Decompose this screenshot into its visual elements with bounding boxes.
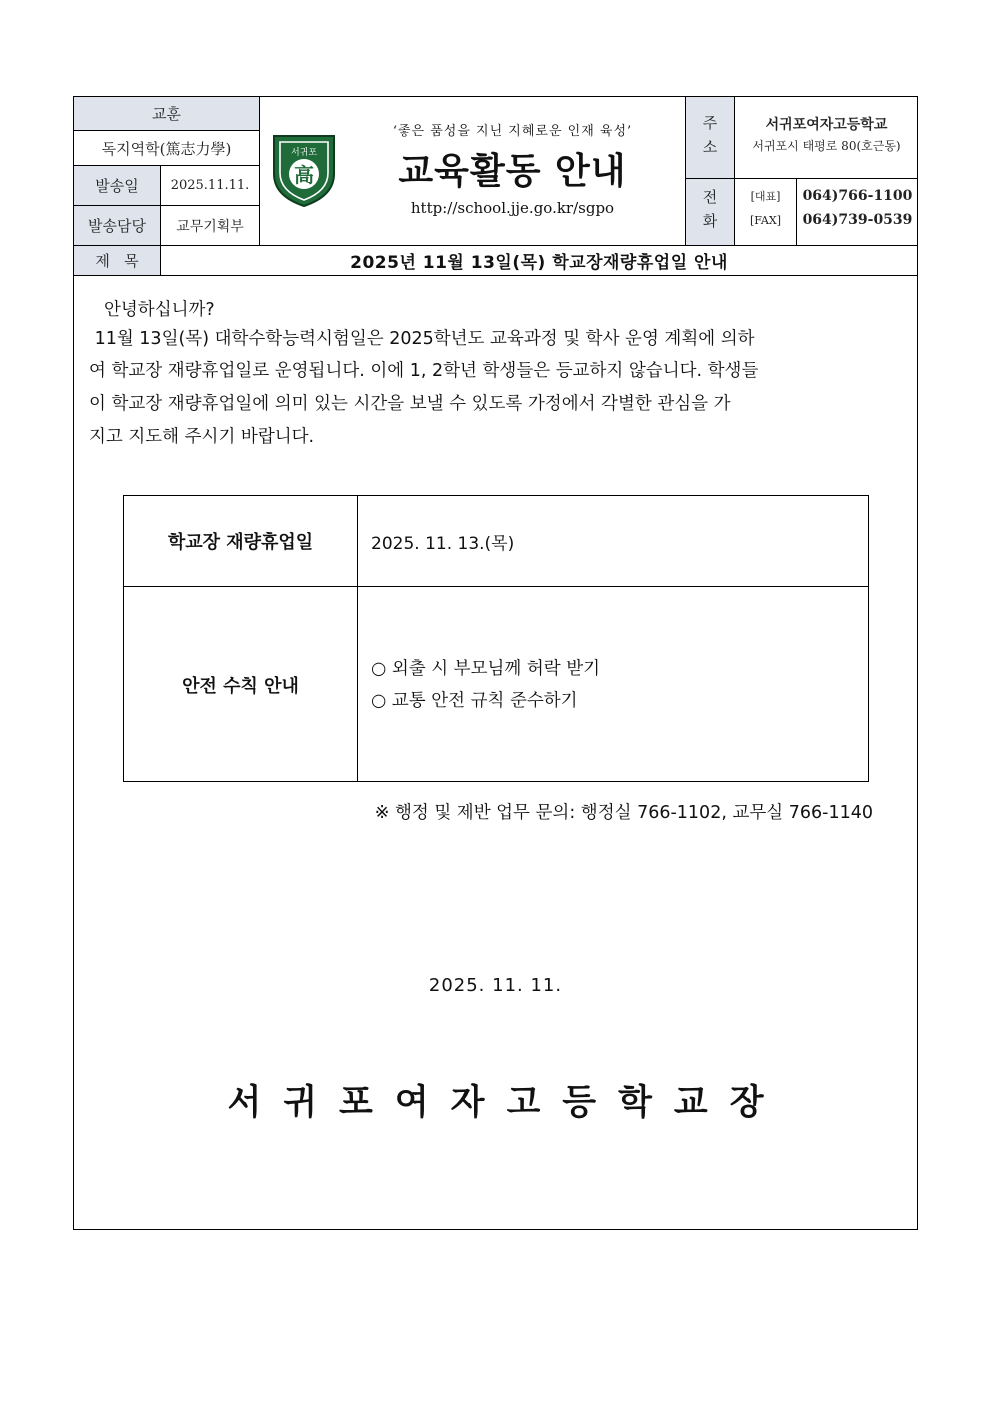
header-bottom-line — [73, 245, 918, 246]
school-address: 서귀포시 태평로 80(호근동) — [752, 138, 901, 153]
phone-label-1: 전 — [702, 187, 718, 206]
subject-bottom-line — [73, 275, 918, 276]
body-line-2: 여 학교장 재량휴업일로 운영됩니다. 이에 1, 2학년 학생들은 등교하지 않습니다. 학생들 — [89, 361, 759, 381]
subject-label: 제 목 — [95, 252, 139, 270]
school-website: http://school.jje.go.kr/sgpo — [410, 199, 615, 217]
main-phone-tag: [대표] — [750, 190, 781, 203]
holiday-date: 2025. 11. 13.(목) — [371, 533, 515, 554]
body-line-3: 이 학교장 재량휴업일에 의미 있는 시간을 보낼 수 있도록 가정에서 각별한 관심을 가 — [89, 394, 731, 414]
divider — [685, 178, 918, 179]
sender-value: 교무기획부 — [176, 218, 244, 235]
fax-number: 064)739-0539 — [802, 212, 913, 228]
body-line-1: 11월 13일(목) 대학수학능력시험일은 2025학년도 교육과정 및 학사 운영 계획에 의하 — [89, 329, 755, 349]
school-name: 서귀포여자고등학교 — [765, 117, 888, 133]
motto-value: 독지역학(篤志力學) — [101, 139, 232, 158]
safety-label: 안전 수칙 안내 — [182, 675, 299, 697]
subject-title: 2025년 11월 13일(목) 학교장재량휴업일 안내 — [350, 253, 728, 273]
sender-label: 발송담당 — [88, 217, 146, 235]
inquiry-note: ※ 행정 및 제반 업무 문의: 행정실 766-1102, 교무실 766-1140 — [374, 803, 873, 823]
principal-signature: 서귀포여자고등학교장 — [227, 1083, 786, 1123]
left-block-divider — [259, 96, 260, 245]
phone-label-2: 화 — [702, 211, 718, 230]
document-title: 교육활동 안내 — [398, 151, 627, 192]
address-label-1: 주 — [702, 113, 718, 132]
greeting: 안녕하십니까? — [104, 300, 215, 320]
safety-item-2: ○ 교통 안전 규칙 준수하기 — [371, 691, 578, 711]
sent-date-value: 2025.11.11. — [170, 178, 250, 193]
issue-date: 2025. 11. 11. — [428, 975, 563, 996]
tagline: ‘좋은 품성을 지닌 지혜로운 인재 육성’ — [392, 124, 633, 139]
main-phone-number: 064)766-1100 — [802, 188, 913, 204]
body-line-4: 지고 지도해 주시기 바랍니다. — [89, 427, 315, 447]
logo-text: 서귀포 — [290, 148, 318, 158]
logo-char: 高 — [294, 163, 314, 187]
sent-date-label: 발송일 — [95, 177, 139, 195]
info-table-col-divider — [357, 495, 358, 782]
address-label-2: 소 — [702, 137, 718, 156]
holiday-label: 학교장 재량휴업일 — [167, 532, 314, 553]
safety-item-1: ○ 외출 시 부모님께 허락 받기 — [371, 659, 601, 679]
school-logo — [271, 130, 337, 208]
motto-label: 교훈 — [152, 105, 181, 123]
fax-tag: [FAX] — [749, 213, 782, 227]
